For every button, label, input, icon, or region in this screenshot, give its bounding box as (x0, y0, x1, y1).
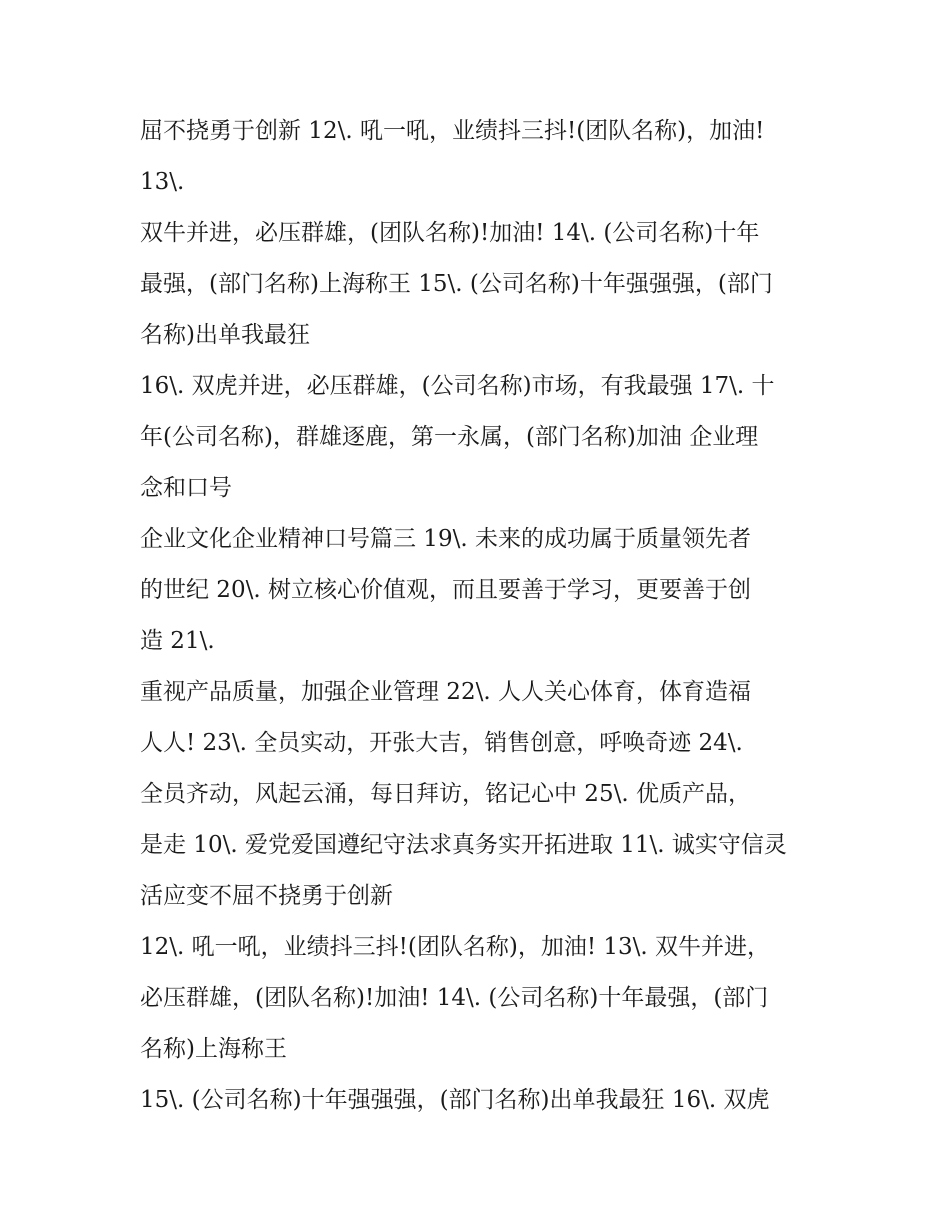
text-line: 造 21\. (140, 628, 215, 654)
text-line: 的世纪 20\. 树立核心价值观，而且要善于学习，更要善于创 (140, 577, 751, 603)
text-line: 念和口号 (140, 475, 232, 501)
text-line: 年(公司名称)，群雄逐鹿，第一永属，(部门名称)加油 企业理 (140, 424, 759, 450)
text-line: 全员齐动，风起云涌，每日拜访，铭记心中 25\. 优质产品， (140, 781, 751, 807)
text-line: 企业文化企业精神口号篇三 19\. 未来的成功属于质量领先者 (140, 526, 751, 552)
text-line: 活应变不屈不挠勇于创新 (140, 883, 393, 909)
text-line: 名称)上海称王 (140, 1036, 287, 1062)
text-line: 15\. (公司名称)十年强强强，(部门名称)出单我最狂 16\. 双虎 (140, 1087, 770, 1113)
text-line: 最强，(部门名称)上海称王 15\. (公司名称)十年强强强，(部门 (140, 271, 773, 297)
text-line: 必压群雄，(团队名称)!加油! 14\. (公司名称)十年最强，(部门 (140, 985, 769, 1011)
text-line: 16\. 双虎并进，必压群雄，(公司名称)市场，有我最强 17\. 十 (140, 373, 775, 399)
text-line: 双牛并进，必压群雄，(团队名称)!加油! 14\. (公司名称)十年 (140, 220, 760, 246)
text-line: 重视产品质量，加强企业管理 22\. 人人关心体育，体育造福 (140, 679, 751, 705)
body-text (140, 106, 840, 1126)
text-line: 屈不挠勇于创新 12\. 吼一吼，业绩抖三抖!(团队名称)，加油! (140, 118, 765, 144)
text-line: 是走 10\. 爱党爱国遵纪守法求真务实开拓进取 11\. 诚实守信灵 (140, 832, 787, 858)
text-line: 13\. (140, 169, 185, 195)
text-line: 名称)出单我最狂 (140, 322, 310, 348)
text-line: 12\. 吼一吼，业绩抖三抖!(团队名称)，加油! 13\. 双牛并进， (140, 934, 771, 960)
text-line: 人人! 23\. 全员实动，开张大吉，销售创意，呼唤奇迹 24\. (140, 730, 743, 756)
